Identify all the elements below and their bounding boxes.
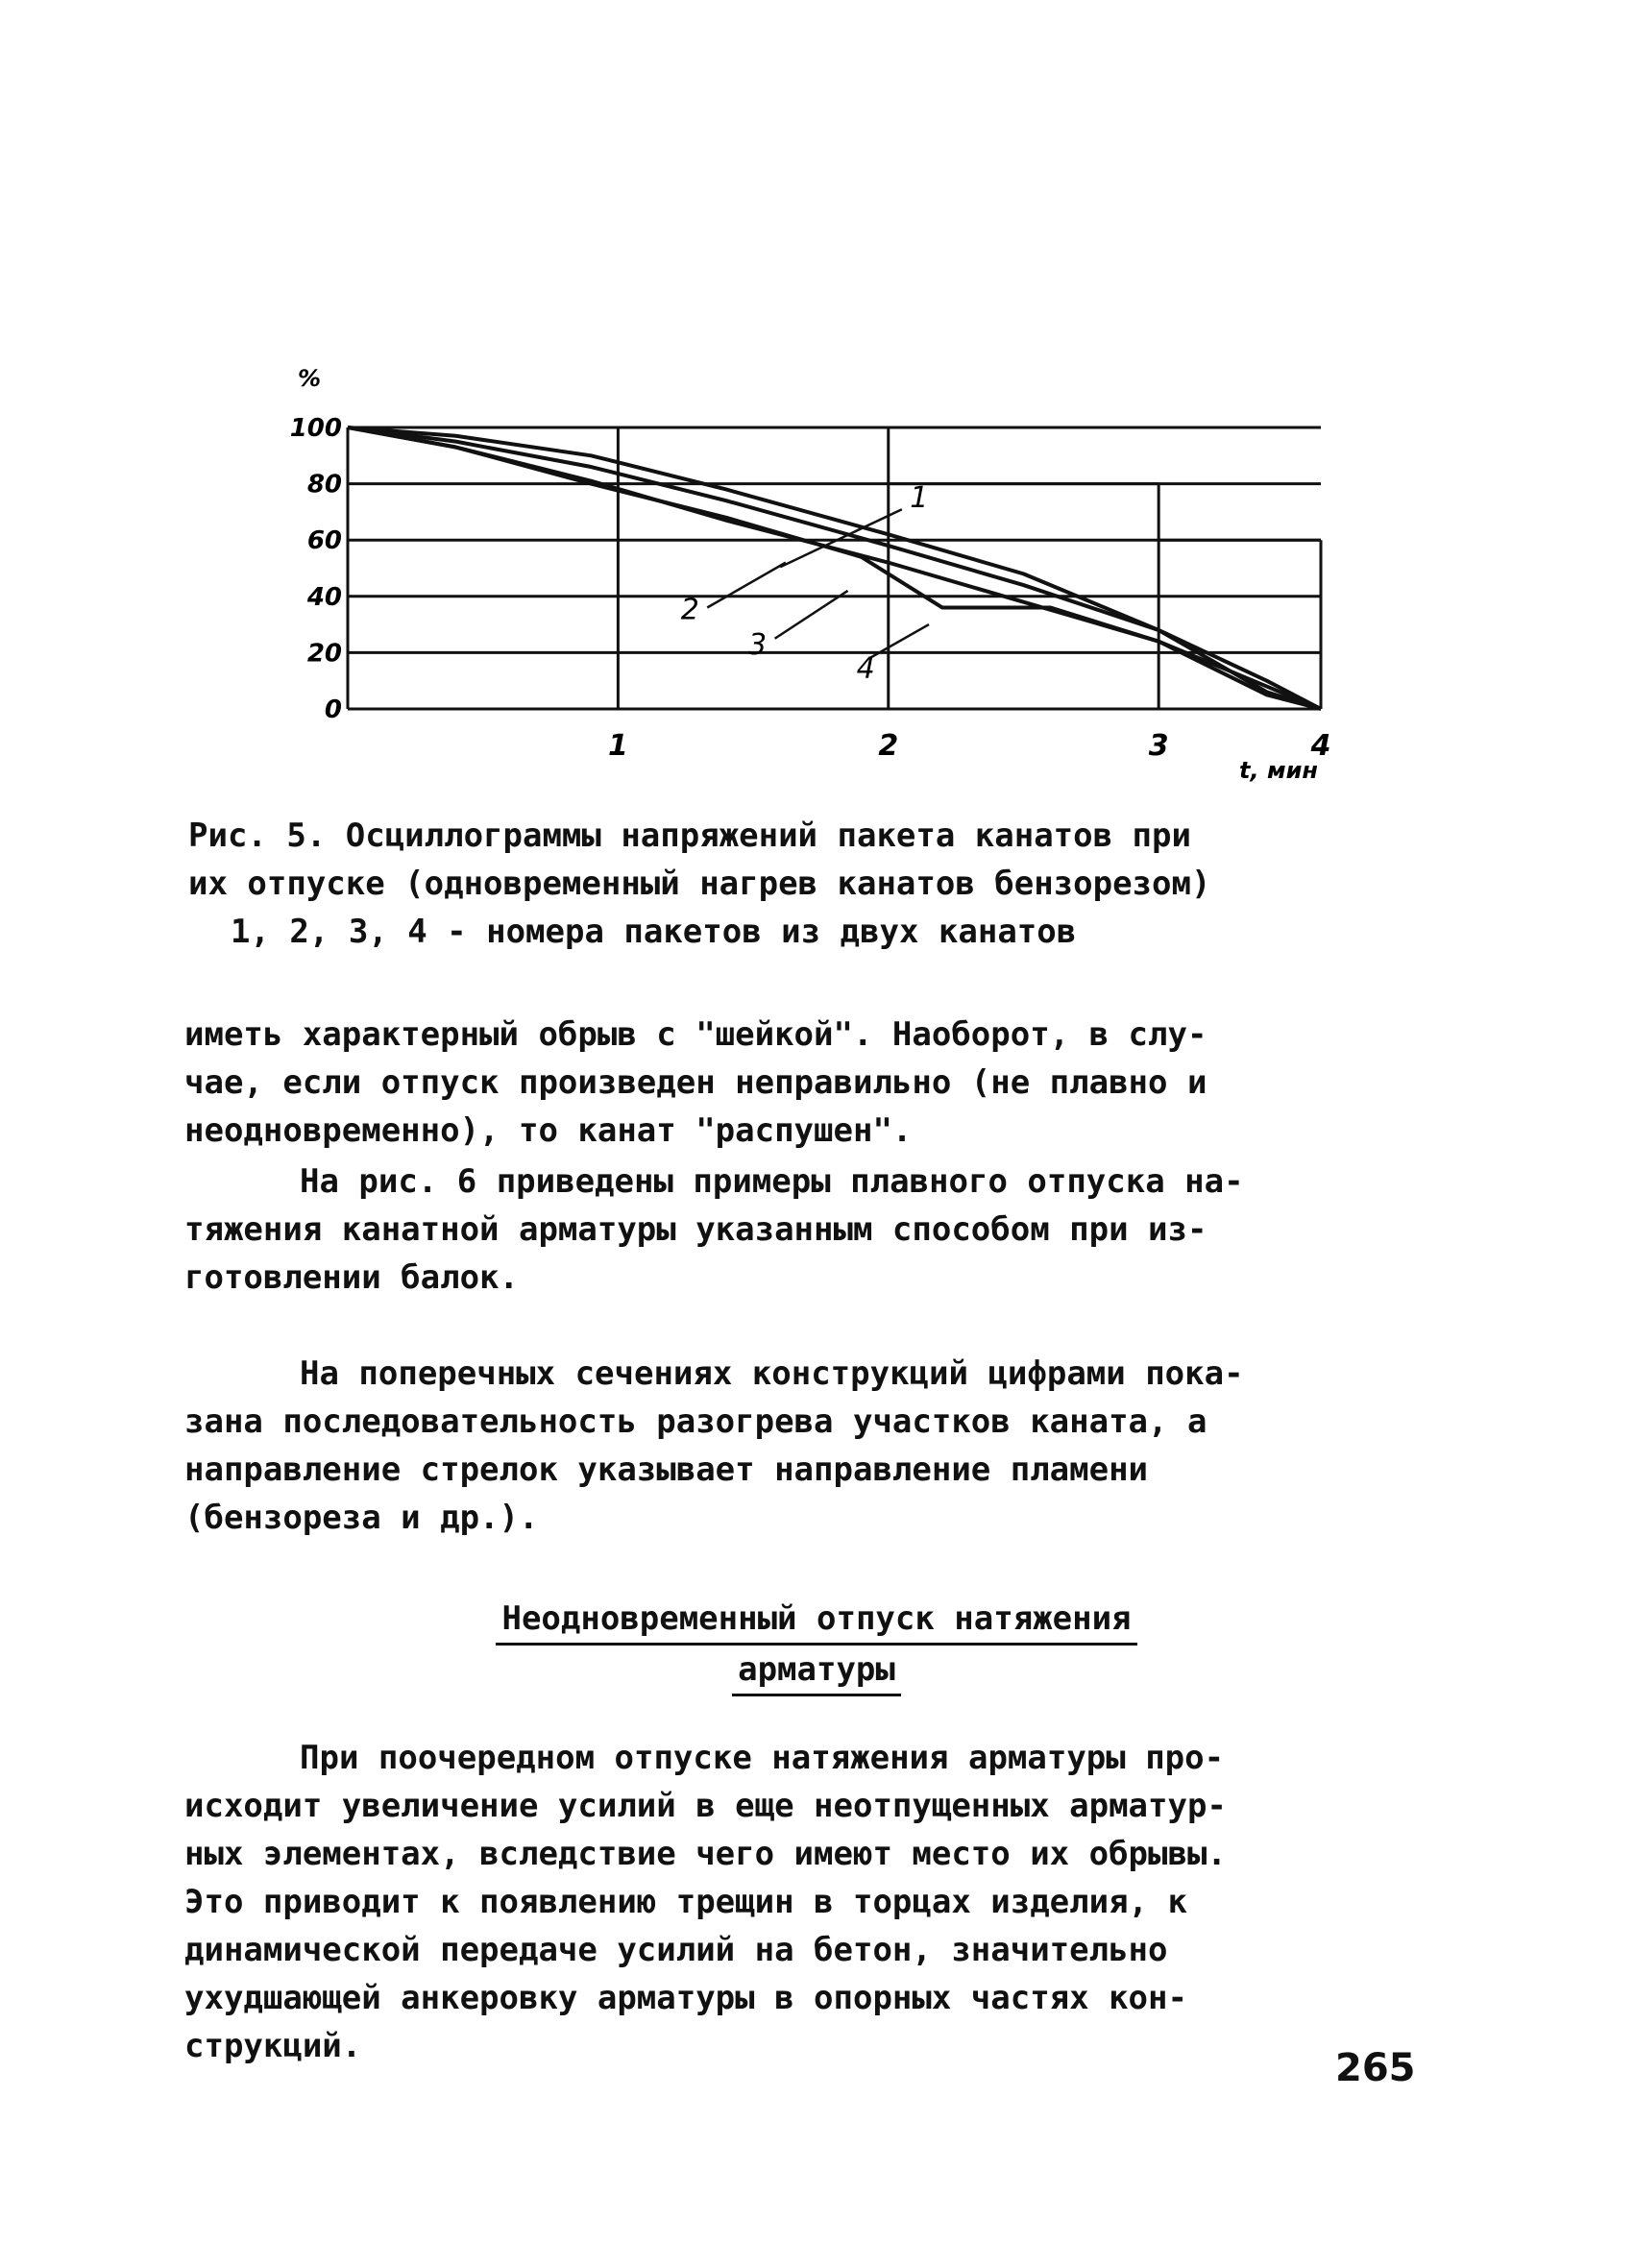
y-tick-label: 100 xyxy=(289,414,342,443)
caption-line-2: их отпуске (одновременный нагрев канатов бензорезом) xyxy=(188,865,1211,903)
para3-line-2: зана последовательность разогрева участков каната, а xyxy=(184,1402,1207,1441)
curve-2 xyxy=(348,427,1321,709)
curve-label-2: 2 xyxy=(680,593,699,627)
para4-line-4: Это приводит к появлению трещин в торцах изделия, к xyxy=(184,1883,1187,1921)
curve-3 xyxy=(348,427,1321,709)
curve-4 xyxy=(348,427,1321,709)
para2-line-2: тяжения канатной арматуры указанным способом при из- xyxy=(184,1210,1207,1249)
figure-caption xyxy=(188,812,1437,956)
para3-line-1: На поперечных сечениях конструкций цифрами пока- xyxy=(300,1354,1244,1393)
oscillogram-figure xyxy=(279,355,1374,807)
caption-line-3: 1, 2, 3, 4 - номера пакетов из двух канатов xyxy=(231,913,1077,951)
para3-line-4: (бензореза и др.). xyxy=(184,1499,539,1537)
para2-line-1: На рис. 6 приведены примеры плавного отпуска на- xyxy=(300,1162,1244,1201)
callout-line-3 xyxy=(775,591,848,639)
para2-line-3: готовлении балок. xyxy=(184,1258,519,1297)
para4-line-3: ных элементах, вследствие чего имеют место их обрывы. xyxy=(184,1835,1227,1873)
y-tick-label: 0 xyxy=(324,695,342,724)
para4-line-2: исходит увеличение усилий в еще неотпущенных арматур- xyxy=(184,1787,1227,1825)
y-tick-label: 40 xyxy=(306,582,342,612)
para1-line-1: иметь характерный обрыв с "шейкой". Наоборот, в слу- xyxy=(184,1015,1207,1054)
paragraph-2 xyxy=(184,1158,1443,1302)
x-tick-label: 4 xyxy=(1310,729,1331,763)
chart-ticks xyxy=(290,414,1331,763)
x-unit-label: t, мин xyxy=(1239,757,1318,784)
paragraph-1 xyxy=(184,1011,1443,1155)
chart-curves xyxy=(348,427,1321,709)
y-unit-label: % xyxy=(298,365,322,392)
para4-line-6: ухудшающей анкеровку арматуры в опорных частях кон- xyxy=(184,1979,1187,2017)
oscillogram-chart xyxy=(279,355,1374,807)
curve-label-1: 1 xyxy=(910,481,929,516)
para4-line-5: динамической передаче усилий на бетон, значительно xyxy=(184,1931,1168,1969)
curve-1 xyxy=(348,427,1321,709)
y-tick-label: 80 xyxy=(306,470,342,500)
y-tick-label: 60 xyxy=(306,526,342,556)
x-tick-label: 3 xyxy=(1148,729,1169,763)
para3-line-3: направление стрелок указывает направление пламени xyxy=(184,1451,1149,1489)
caption-line-1: Рис. 5. Осциллограммы напряжений пакета канатов при xyxy=(188,817,1191,855)
para1-line-2: чае, если отпуск произведен неправильно (не плавно и xyxy=(184,1063,1207,1102)
x-tick-label: 2 xyxy=(878,729,899,763)
heading-line-1: Неодновременный отпуск натяжения xyxy=(496,1595,1136,1646)
para4-line-7: струкций. xyxy=(184,2027,362,2065)
page-number: 265 xyxy=(1335,2046,1416,2090)
para4-line-1: При поочередном отпуске натяжения арматуры про- xyxy=(300,1739,1225,1777)
para1-line-3: неодновременно), то канат "распушен". xyxy=(184,1111,913,1150)
paragraph-3 xyxy=(184,1350,1443,1542)
chart-grid xyxy=(348,427,1321,709)
x-tick-label: 1 xyxy=(607,729,628,763)
heading-line-2: арматуры xyxy=(732,1646,901,1696)
section-heading xyxy=(403,1595,1230,1696)
curve-label-4: 4 xyxy=(856,651,875,686)
curve-label-3: 3 xyxy=(748,627,768,662)
y-tick-label: 20 xyxy=(306,639,342,669)
paragraph-4 xyxy=(184,1734,1443,2070)
callout-line-2 xyxy=(707,563,786,608)
